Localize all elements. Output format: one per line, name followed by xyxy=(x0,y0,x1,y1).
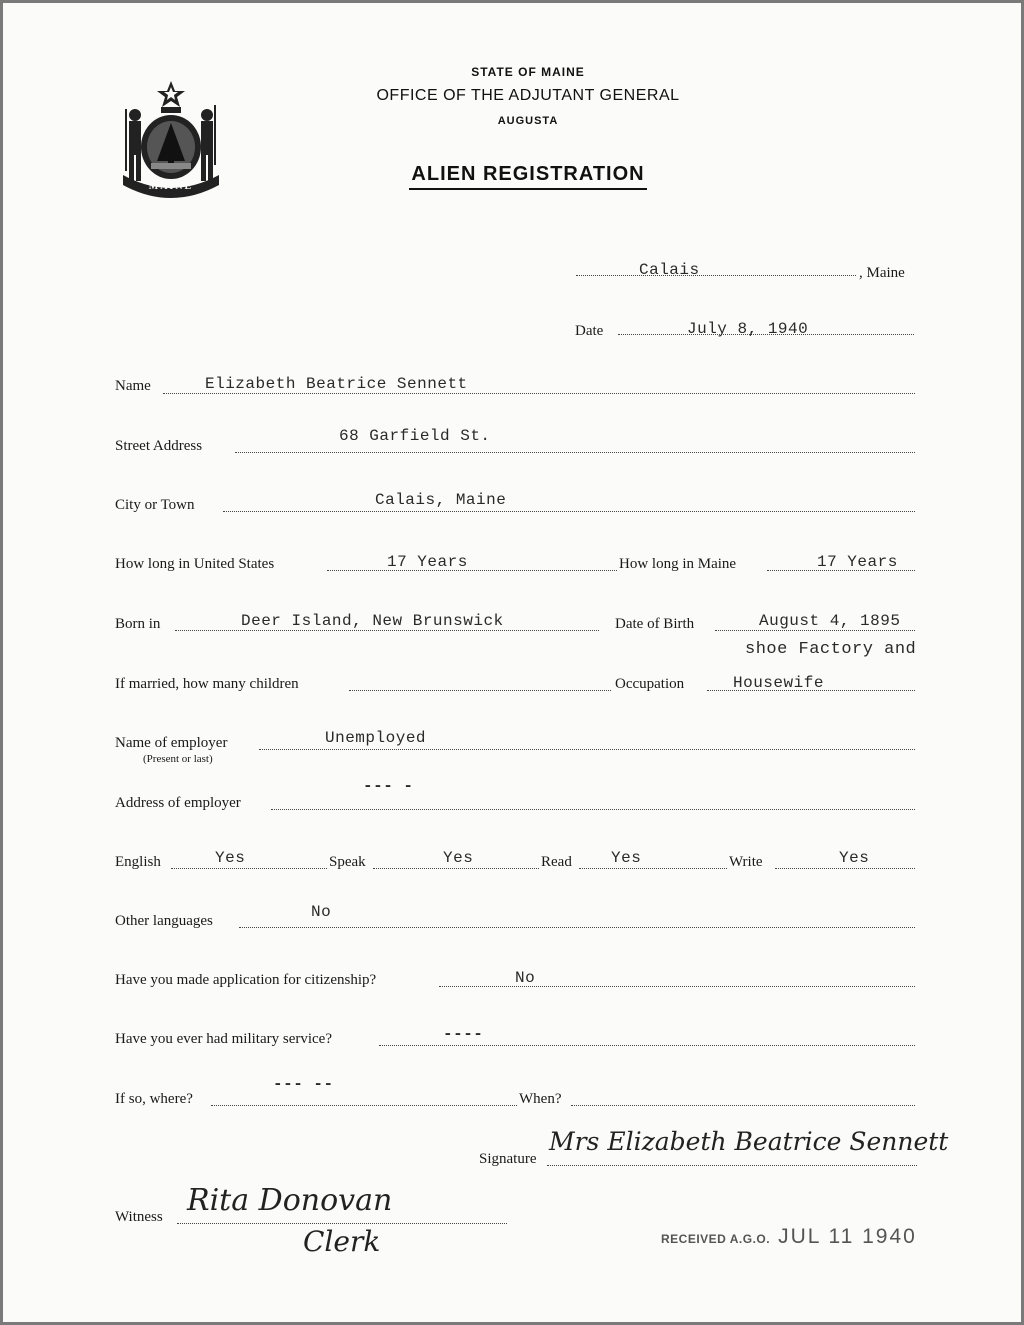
street-address-value: 68 Garfield St. xyxy=(339,427,491,445)
witness-line xyxy=(177,1223,507,1224)
citizenship-value: No xyxy=(515,969,536,987)
employer-address-line xyxy=(271,809,915,810)
location-line xyxy=(576,275,856,276)
date-of-birth-value: August 4, 1895 xyxy=(759,612,901,630)
location-label: , Maine xyxy=(859,265,905,281)
date-of-birth-line xyxy=(715,630,915,631)
city-or-town-label: City or Town xyxy=(115,497,195,513)
name-line xyxy=(163,393,915,394)
speak-line xyxy=(373,868,539,869)
date-of-birth-label: Date of Birth xyxy=(615,616,695,632)
how-long-maine-value: 17 Years xyxy=(817,553,898,571)
occupation-value-line1: shoe Factory and xyxy=(745,640,917,659)
signature-line xyxy=(547,1165,917,1166)
form-title: ALIEN REGISTRATION xyxy=(3,163,1021,186)
other-languages-label: Other languages xyxy=(115,913,213,929)
read-label: Read xyxy=(541,854,572,870)
witness-label: Witness xyxy=(115,1209,163,1225)
born-in-label: Born in xyxy=(115,616,161,632)
employer-label: Name of employer xyxy=(115,735,228,751)
stamp-prefix: RECEIVED A.G.O. xyxy=(661,1232,771,1246)
occupation-value-line2: Housewife xyxy=(733,674,824,692)
children-label: If married, how many children xyxy=(115,676,299,692)
born-in-line xyxy=(175,630,599,631)
header-state: STATE OF MAINE xyxy=(471,65,585,79)
occupation-label: Occupation xyxy=(615,676,685,692)
witness-title-handwritten: Clerk xyxy=(303,1225,381,1258)
employer-address-label: Address of employer xyxy=(115,795,241,811)
born-in-value: Deer Island, New Brunswick xyxy=(241,612,504,630)
write-value: Yes xyxy=(839,849,870,867)
name-label: Name xyxy=(115,378,151,394)
employer-value: Unemployed xyxy=(325,729,427,747)
how-long-us-label: How long in United States xyxy=(115,556,275,572)
write-label: Write xyxy=(729,854,763,870)
registration-form-page xyxy=(3,3,1021,1322)
employer-line xyxy=(259,749,915,750)
stamp-date: JUL 11 1940 xyxy=(778,1225,917,1248)
write-line xyxy=(775,868,915,869)
name-value: Elizabeth Beatrice Sennett xyxy=(205,375,468,393)
date-value: July 8, 1940 xyxy=(687,320,809,338)
street-address-line xyxy=(235,452,915,453)
citizenship-label: Have you made application for citizenship? xyxy=(115,972,377,988)
employer-address-value: --- - xyxy=(363,777,414,795)
when-label: When? xyxy=(519,1091,562,1107)
received-stamp xyxy=(661,1225,917,1249)
military-label: Have you ever had military service? xyxy=(115,1031,332,1047)
english-line xyxy=(171,868,327,869)
svg-text:MAINE: MAINE xyxy=(148,181,194,192)
date-label: Date xyxy=(575,323,604,339)
english-label: English xyxy=(115,854,161,870)
where-line xyxy=(211,1105,517,1106)
speak-label: Speak xyxy=(329,854,366,870)
how-long-us-value: 17 Years xyxy=(387,553,468,571)
when-line xyxy=(571,1105,915,1106)
citizenship-line xyxy=(439,986,915,987)
signature-handwritten: Mrs Elizabeth Beatrice Sennett xyxy=(549,1127,949,1156)
header-city: AUGUSTA xyxy=(497,115,559,127)
location-value: Calais xyxy=(639,261,700,279)
other-languages-value: No xyxy=(311,903,332,921)
city-or-town-value: Calais, Maine xyxy=(375,491,507,509)
signature-label: Signature xyxy=(479,1151,537,1167)
where-label: If so, where? xyxy=(115,1091,193,1107)
other-languages-line xyxy=(239,927,915,928)
street-address-label: Street Address xyxy=(115,438,203,454)
header-office: OFFICE OF THE ADJUTANT GENERAL xyxy=(376,87,680,104)
read-line xyxy=(579,868,727,869)
speak-value: Yes xyxy=(443,849,474,867)
read-value: Yes xyxy=(611,849,642,867)
military-line xyxy=(379,1045,915,1046)
military-value: ---- xyxy=(443,1025,484,1043)
how-long-maine-label: How long in Maine xyxy=(619,556,737,572)
where-value: --- -- xyxy=(273,1075,334,1093)
city-or-town-line xyxy=(223,511,915,512)
how-long-us-line xyxy=(327,570,617,571)
employer-sublabel: (Present or last) xyxy=(143,753,213,765)
english-value: Yes xyxy=(215,849,246,867)
children-line xyxy=(349,690,611,691)
witness-signature-handwritten: Rita Donovan xyxy=(187,1183,393,1218)
